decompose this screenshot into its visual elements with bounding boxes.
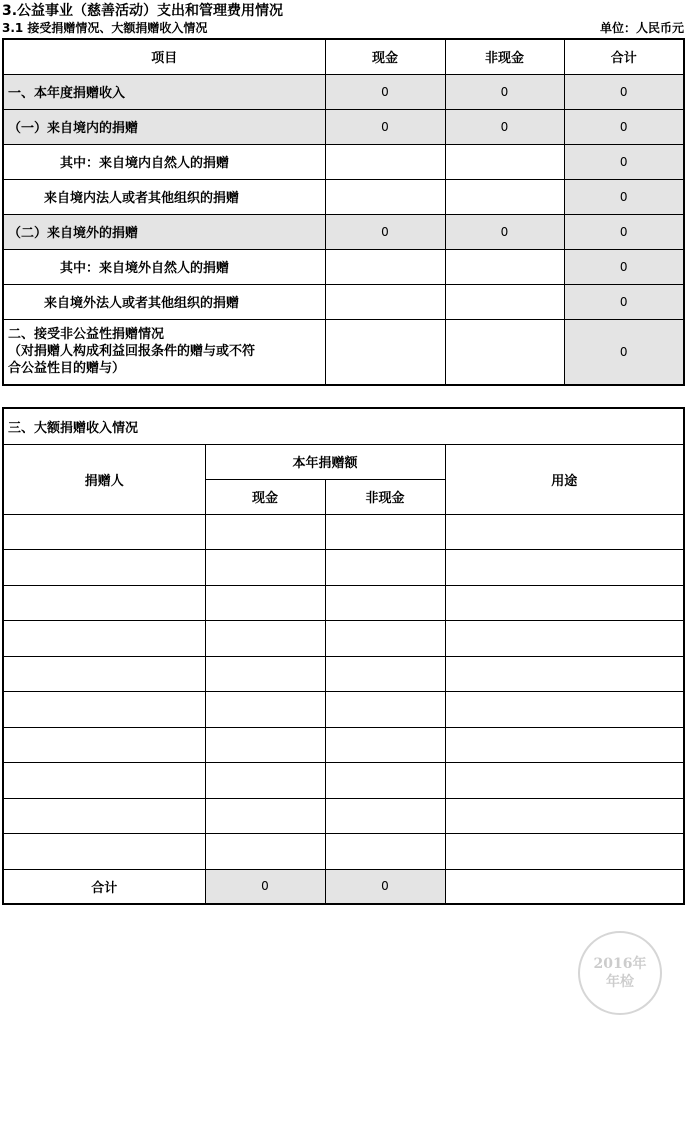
noncash-cell xyxy=(325,585,445,621)
stamp-year: 2016年 xyxy=(593,956,647,972)
row-label: （一）来自境内的捐赠 xyxy=(3,109,325,144)
cash-cell xyxy=(205,834,325,870)
row-label: 其中：来自境外自然人的捐赠 xyxy=(3,249,325,284)
column-header-item: 项目 xyxy=(3,39,325,74)
usage-cell xyxy=(445,621,684,657)
cash-cell xyxy=(325,284,445,319)
table-row xyxy=(3,74,684,109)
noncash-cell xyxy=(325,621,445,657)
noncash-cell xyxy=(325,514,445,550)
noncash-cell xyxy=(445,144,564,179)
donor-cell xyxy=(3,834,205,870)
column-header-noncash: 非现金 xyxy=(325,479,445,514)
noncash-cell xyxy=(445,249,564,284)
total-cell: 0 xyxy=(564,74,684,109)
row-label: 其中：来自境内自然人的捐赠 xyxy=(3,144,325,179)
cash-cell xyxy=(325,319,445,385)
noncash-cell xyxy=(445,284,564,319)
noncash-cell: 0 xyxy=(445,214,564,249)
noncash-cell xyxy=(325,550,445,586)
table-header-row xyxy=(3,444,684,479)
noncash-cell xyxy=(325,834,445,870)
table-row xyxy=(3,763,684,799)
table-row xyxy=(3,692,684,728)
donor-cell xyxy=(3,585,205,621)
donor-cell xyxy=(3,727,205,763)
donor-cell xyxy=(3,763,205,799)
total-cell: 0 xyxy=(564,214,684,249)
table-row xyxy=(3,550,684,586)
table-row xyxy=(3,727,684,763)
noncash-cell xyxy=(325,798,445,834)
cash-cell xyxy=(205,692,325,728)
total-cell: 0 xyxy=(564,284,684,319)
cash-cell xyxy=(205,514,325,550)
table-header-row xyxy=(3,39,684,74)
donor-cell xyxy=(3,656,205,692)
noncommercial-line3: 合公益性目的赠与） xyxy=(8,361,126,377)
stamp-label: 年检 xyxy=(606,974,634,990)
donation-income-table xyxy=(2,38,685,386)
currency-unit: 单位：人民币元 xyxy=(599,21,684,35)
total-row xyxy=(3,869,684,904)
total-cell: 0 xyxy=(564,179,684,214)
cash-cell xyxy=(205,656,325,692)
total-usage-cell xyxy=(445,869,684,904)
noncash-cell xyxy=(325,763,445,799)
table-row xyxy=(3,179,684,214)
page-title: 3.公益事业（慈善活动）支出和管理费用情况 xyxy=(2,3,284,19)
cash-cell xyxy=(205,621,325,657)
section-subtitle: 3.1 接受捐赠情况、大额捐赠收入情况 xyxy=(2,21,208,35)
table-row xyxy=(3,109,684,144)
table-row xyxy=(3,834,684,870)
table-row-noncommercial xyxy=(3,319,684,385)
row-label: 来自境内法人或者其他组织的捐赠 xyxy=(3,179,325,214)
noncash-cell xyxy=(325,656,445,692)
cash-cell xyxy=(205,550,325,586)
noncash-cell: 0 xyxy=(445,109,564,144)
cash-cell xyxy=(205,585,325,621)
usage-cell xyxy=(445,550,684,586)
usage-cell xyxy=(445,692,684,728)
cash-cell xyxy=(205,727,325,763)
column-header-noncash: 非现金 xyxy=(445,39,564,74)
noncash-cell xyxy=(325,692,445,728)
cash-cell xyxy=(205,763,325,799)
column-header-donor: 捐赠人 xyxy=(3,444,205,514)
cash-cell xyxy=(325,179,445,214)
total-cell: 0 xyxy=(564,249,684,284)
noncommercial-line1: 二、接受非公益性捐赠情况 xyxy=(8,327,165,343)
usage-cell xyxy=(445,727,684,763)
noncash-cell xyxy=(445,319,564,385)
cash-cell xyxy=(205,798,325,834)
table-row xyxy=(3,144,684,179)
donor-cell xyxy=(3,621,205,657)
table-row xyxy=(3,249,684,284)
table-row xyxy=(3,284,684,319)
cash-cell xyxy=(325,249,445,284)
column-header-cash: 现金 xyxy=(325,39,445,74)
column-header-amount: 本年捐赠额 xyxy=(205,444,445,479)
table-row xyxy=(3,214,684,249)
row-label: 一、本年度捐赠收入 xyxy=(3,74,325,109)
column-header-cash: 现金 xyxy=(205,479,325,514)
donor-cell xyxy=(3,514,205,550)
table-row xyxy=(3,514,684,550)
annual-inspection-stamp xyxy=(578,931,662,1015)
noncommercial-label xyxy=(3,319,325,385)
section-title: 三、大额捐赠收入情况 xyxy=(3,408,684,444)
cash-cell: 0 xyxy=(325,109,445,144)
noncash-cell xyxy=(325,727,445,763)
cash-cell: 0 xyxy=(325,214,445,249)
section-title-row xyxy=(3,408,684,444)
cash-cell xyxy=(325,144,445,179)
usage-cell xyxy=(445,585,684,621)
total-label: 合计 xyxy=(3,869,205,904)
usage-cell xyxy=(445,834,684,870)
donor-cell xyxy=(3,550,205,586)
column-header-total: 合计 xyxy=(564,39,684,74)
donor-cell xyxy=(3,798,205,834)
cash-cell: 0 xyxy=(325,74,445,109)
total-cell: 0 xyxy=(564,144,684,179)
usage-cell xyxy=(445,763,684,799)
usage-cell xyxy=(445,656,684,692)
table-row xyxy=(3,621,684,657)
usage-cell xyxy=(445,798,684,834)
total-cash-cell: 0 xyxy=(205,869,325,904)
noncash-cell xyxy=(445,179,564,214)
total-cell: 0 xyxy=(564,319,684,385)
usage-cell xyxy=(445,514,684,550)
table-row xyxy=(3,656,684,692)
donor-cell xyxy=(3,692,205,728)
large-donation-table xyxy=(2,407,685,905)
row-label: 来自境外法人或者其他组织的捐赠 xyxy=(3,284,325,319)
row-label: （二）来自境外的捐赠 xyxy=(3,214,325,249)
table-row xyxy=(3,798,684,834)
total-cell: 0 xyxy=(564,109,684,144)
noncommercial-line2: （对捐赠人构成利益回报条件的赠与或不符 xyxy=(8,344,256,360)
column-header-usage: 用途 xyxy=(445,444,684,514)
total-noncash-cell: 0 xyxy=(325,869,445,904)
noncash-cell: 0 xyxy=(445,74,564,109)
table-row xyxy=(3,585,684,621)
